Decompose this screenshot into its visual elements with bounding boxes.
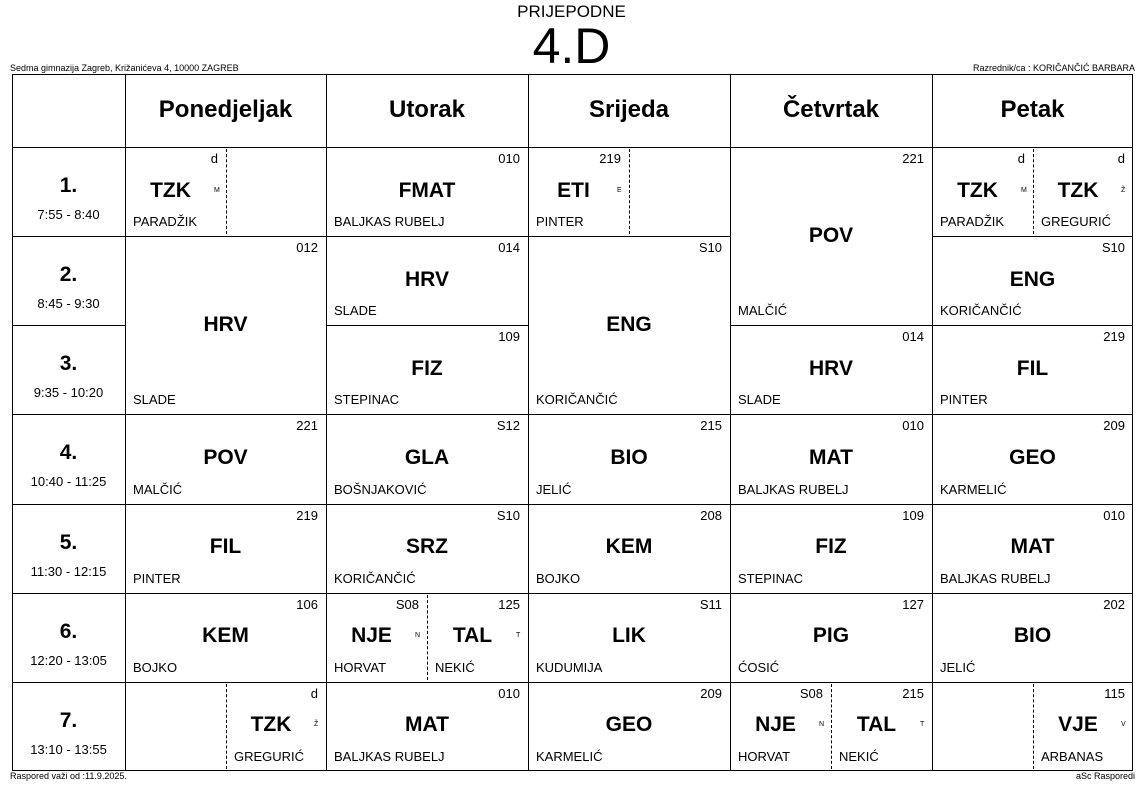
grid-line [528, 593, 730, 594]
grid-line [12, 236, 125, 237]
teacher-name: MALČIĆ [133, 481, 183, 497]
teacher-name: PARADŽIK [940, 214, 1005, 230]
grid-line [125, 236, 326, 237]
grid-line [1132, 74, 1133, 771]
group-label: T [920, 721, 925, 729]
subject-code: ENG [1009, 267, 1056, 291]
period-time: 7:55 - 8:40 [37, 207, 100, 222]
room-number: 010 [498, 685, 520, 701]
teacher-name: BOJKO [133, 659, 178, 675]
teacher-name: PINTER [133, 570, 181, 586]
teacher-name: PINTER [940, 392, 988, 408]
room-number: 014 [902, 329, 924, 345]
subject-code: PIG [812, 624, 850, 648]
grid-line [932, 325, 1133, 326]
teacher-name: GREGURIĆ [1041, 214, 1112, 230]
teacher-name: JELIĆ [536, 481, 572, 497]
room-number: 127 [902, 596, 924, 612]
room-number: S10 [1101, 240, 1125, 256]
period-time: 11:30 - 12:15 [30, 563, 107, 579]
teacher-name: HORVAT [334, 659, 387, 675]
teacher-name: STEPINAC [738, 570, 804, 586]
grid-line [932, 236, 1133, 237]
subject-code: MAT [405, 713, 449, 737]
period-number: 4. [59, 441, 78, 465]
room-number: 219 [599, 151, 621, 166]
split-divider [629, 149, 630, 234]
period-time: 12:20 - 13:05 [30, 652, 107, 668]
subject-code: SRZ [406, 535, 448, 559]
subject-code: ETI [557, 178, 590, 202]
grid-line [528, 682, 730, 683]
room-number: 221 [296, 418, 318, 434]
subject-code: FIZ [815, 535, 847, 559]
period-number: 7. [59, 708, 78, 732]
grid-line [12, 682, 125, 683]
grid-line [326, 593, 528, 594]
group-label: E [617, 186, 622, 194]
grid-line [326, 414, 528, 415]
teacher-name: MALČIĆ [738, 303, 788, 319]
group-label: N [415, 632, 421, 640]
room-number: 014 [498, 240, 520, 256]
teacher-name: PINTER [536, 214, 584, 230]
period-number: 5. [59, 530, 78, 554]
subject-code: TAL [856, 713, 897, 737]
group-label: Ž [1121, 186, 1126, 194]
teacher-name: HORVAT [738, 749, 791, 764]
grid-line [125, 504, 326, 505]
school-address: Sedma gimnazija Zagreb, Križanićeva 4, 10000 ZAGREB [10, 63, 239, 73]
room-number: 208 [700, 507, 722, 523]
group-label: Ž [314, 721, 319, 729]
room-number: S08 [799, 685, 823, 701]
subject-code: TZK [1057, 178, 1099, 202]
grid-line [932, 504, 1133, 505]
grid-line [12, 770, 1133, 771]
room-number: S10 [496, 507, 520, 523]
period-number: 3. [59, 352, 78, 376]
room-number: 125 [498, 596, 520, 612]
subject-code: BIO [1013, 624, 1052, 648]
software-credit: aSc Rasporedi [1075, 771, 1135, 781]
subject-code: FIL [1016, 356, 1049, 380]
grid-line [730, 682, 932, 683]
day-header: Četvrtak [782, 96, 880, 123]
grid-line [730, 593, 932, 594]
grid-line [326, 325, 528, 326]
teacher-name: KARMELIĆ [940, 481, 1007, 497]
period-time: 9:35 - 10:20 [33, 385, 104, 401]
subject-code: GEO [1009, 446, 1056, 469]
room-number: 215 [700, 418, 722, 434]
room-number: 202 [1103, 596, 1125, 612]
grid-line [12, 593, 125, 594]
teacher-name: KARMELIĆ [536, 749, 603, 764]
valid-from-note: Raspored važi od :11.9.2025. [10, 771, 127, 781]
period-time: 13:10 - 13:55 [30, 741, 107, 757]
grid-line [12, 147, 1133, 148]
period-time: 8:45 - 9:30 [37, 296, 100, 312]
subject-code: NJE [755, 713, 796, 737]
subject-code: LIK [612, 624, 646, 648]
day-header: Srijeda [588, 96, 670, 123]
subject-code: TAL [452, 624, 493, 648]
room-number: 010 [498, 151, 520, 166]
subject-code: HRV [203, 313, 248, 337]
grid-line [125, 593, 326, 594]
shift-label: PRIJEPODNE [517, 2, 626, 21]
room-number: 106 [296, 596, 318, 612]
grid-line [932, 593, 1133, 594]
room-number: S10 [698, 240, 722, 256]
subject-code: KEM [202, 624, 249, 648]
teacher-name: BALJKAS RUBELJ [334, 214, 445, 230]
subject-code: VJE [1058, 713, 1098, 737]
teacher-name: NEKIĆ [435, 659, 475, 675]
group-label: T [516, 632, 521, 640]
grid-line [12, 414, 125, 415]
day-header: Petak [1000, 96, 1065, 123]
subject-code: GEO [605, 713, 653, 737]
room-number: 109 [902, 507, 924, 523]
room-number: 109 [498, 329, 520, 345]
grid-line [730, 325, 932, 326]
teacher-name: STEPINAC [334, 392, 400, 408]
room-number: S08 [395, 596, 419, 612]
teacher-name: KORIČANČIĆ [536, 392, 618, 408]
subject-code: HRV [809, 356, 853, 380]
room-number: 115 [1104, 685, 1125, 701]
room-number: 221 [902, 151, 924, 166]
subject-code: GLA [404, 446, 450, 469]
subject-code: FIZ [411, 356, 443, 380]
subject-code: HRV [405, 267, 449, 291]
grid-line [326, 236, 528, 237]
subject-code: MAT [809, 446, 853, 469]
teacher-name: KUDUMIJA [536, 659, 603, 675]
grid-line [12, 325, 125, 326]
subject-code: BIO [610, 446, 648, 469]
room-number: 215 [902, 685, 924, 701]
grid-line [326, 504, 528, 505]
day-header: Ponedjeljak [158, 96, 293, 123]
group-label: N [819, 721, 825, 729]
subject-code: ENG [606, 313, 652, 337]
room-number: d [1117, 151, 1125, 166]
subject-code: MAT [1010, 535, 1055, 559]
group-label: V [1121, 721, 1126, 729]
subject-code: POV [808, 224, 854, 248]
subject-code: TZK [250, 713, 292, 737]
room-number: 209 [1103, 418, 1125, 434]
subject-code: FIL [209, 535, 242, 559]
period-time: 10:40 - 11:25 [30, 474, 107, 490]
room-number: 219 [296, 507, 318, 523]
grid-line [528, 504, 730, 505]
room-number: d [1017, 151, 1025, 166]
teacher-name: SLADE [133, 392, 176, 408]
teacher-name: ARBANAS [1041, 749, 1104, 764]
homeroom-teacher: Razrednik/ca : KORIČANČIĆ BARBARA [972, 63, 1135, 73]
teacher-name: JELIĆ [940, 659, 976, 675]
period-number: 1. [59, 174, 78, 197]
teacher-name: ĆOSIĆ [738, 659, 780, 675]
teacher-name: KORIČANČIĆ [940, 303, 1022, 319]
class-name: 4.D [532, 18, 611, 74]
room-number: S11 [699, 596, 722, 612]
group-label: M [214, 186, 220, 194]
grid-line [528, 414, 730, 415]
grid-line [528, 236, 730, 237]
room-number: 010 [902, 418, 924, 434]
subject-code: TZK [957, 178, 998, 202]
grid-line [730, 414, 932, 415]
grid-line [730, 504, 932, 505]
timetable-grid [12, 74, 1133, 771]
subject-code: POV [203, 446, 248, 469]
room-number: 219 [1103, 329, 1125, 345]
period-number: 6. [59, 619, 78, 643]
room-number: S12 [496, 418, 520, 434]
teacher-name: PARADŽIK [133, 214, 198, 230]
grid-line [932, 682, 1133, 683]
subject-code: NJE [351, 624, 392, 648]
subject-code: TZK [150, 178, 191, 202]
teacher-name: BALJKAS RUBELJ [940, 570, 1051, 586]
day-header: Utorak [388, 96, 466, 123]
grid-line [12, 504, 125, 505]
teacher-name: BOJKO [536, 570, 581, 586]
room-number: 010 [1103, 507, 1125, 523]
subject-code: KEM [605, 535, 653, 559]
teacher-name: KORIČANČIĆ [334, 570, 416, 586]
split-divider [226, 149, 227, 234]
teacher-name: GREGURIĆ [234, 749, 305, 764]
group-label: M [1021, 186, 1027, 194]
teacher-name: NEKIĆ [839, 749, 879, 764]
room-number: 209 [700, 685, 722, 701]
period-number: 2. [59, 263, 78, 287]
grid-line [932, 414, 1133, 415]
grid-line [125, 682, 326, 683]
grid-line [326, 682, 528, 683]
teacher-name: SLADE [334, 303, 377, 319]
room-number: d [310, 685, 318, 701]
teacher-name: BALJKAS RUBELJ [334, 749, 445, 764]
room-number: 012 [296, 240, 318, 256]
subject-code: FMAT [398, 178, 456, 202]
teacher-name: BALJKAS RUBELJ [738, 481, 849, 497]
grid-line [125, 414, 326, 415]
teacher-name: SLADE [738, 392, 781, 408]
room-number: d [210, 151, 218, 166]
teacher-name: BOŠNJAKOVIĆ [334, 481, 427, 497]
